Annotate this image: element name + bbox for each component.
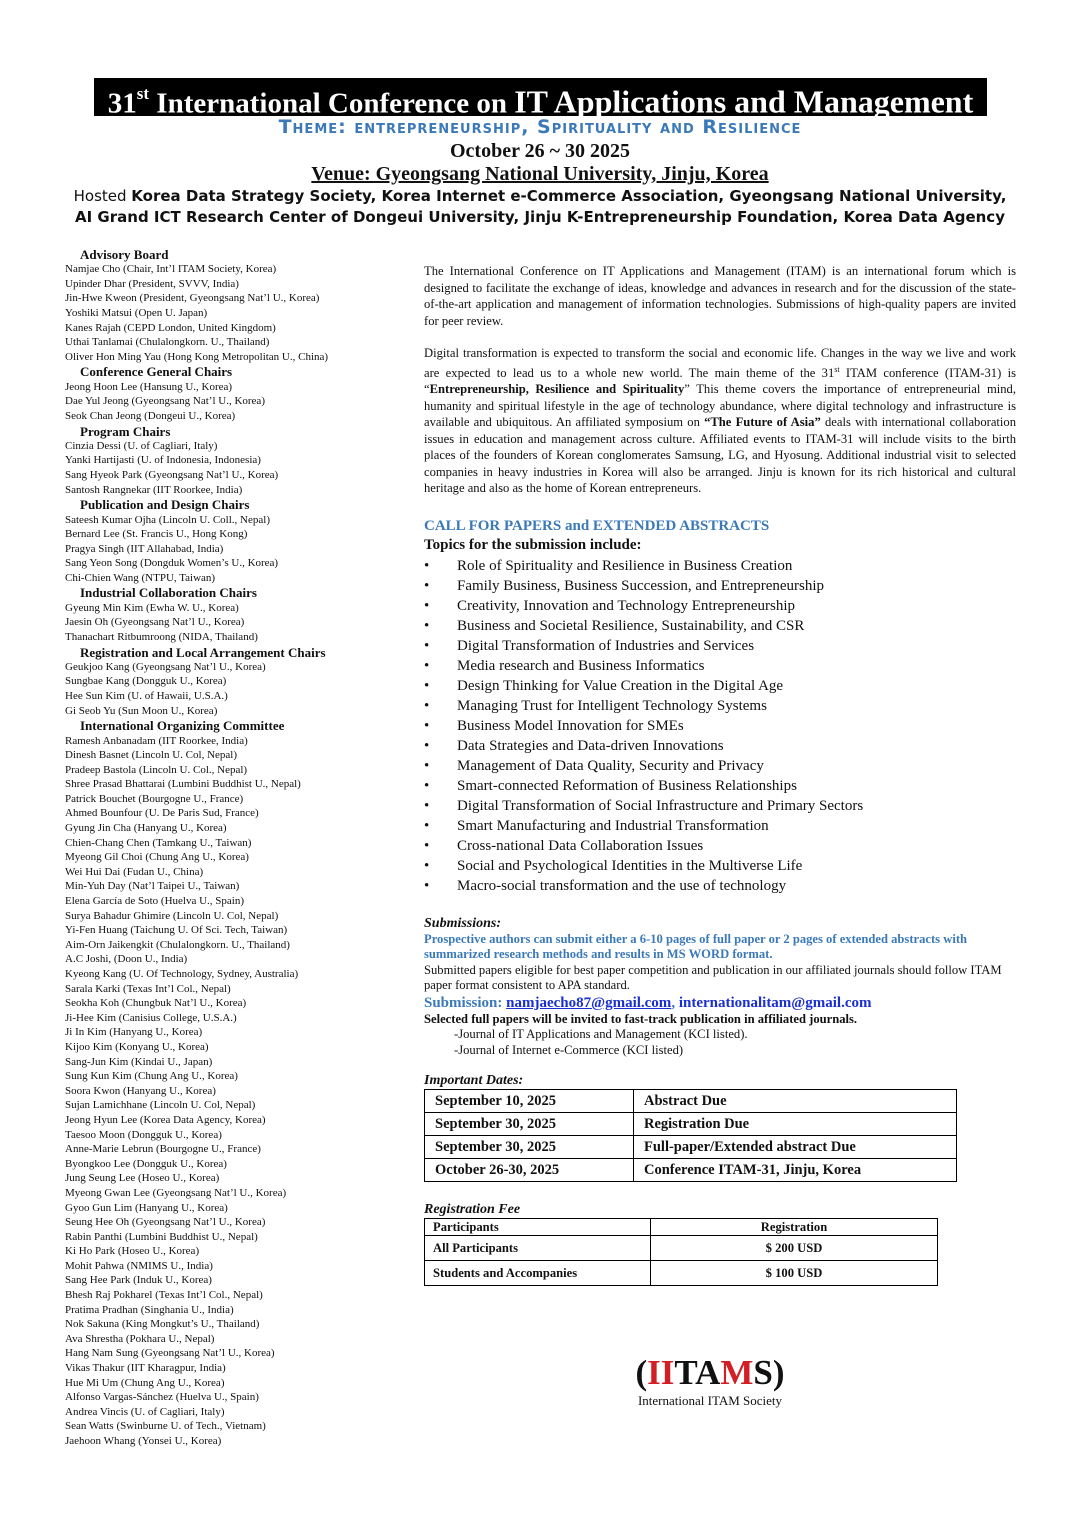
fee-header-row (425, 1219, 938, 1236)
logo-red-2: M (720, 1353, 754, 1392)
bullet-icon: • (424, 877, 430, 894)
committee-member: Kijoo Kim (Konyang U., Korea) (65, 1040, 209, 1053)
topic-text: Business and Societal Resilience, Sustainability, and CSR (457, 617, 805, 634)
committee-member: Alfonso Vargas-Sánchez (Huelva U., Spain) (65, 1391, 259, 1404)
date-row (425, 1159, 957, 1182)
committee-member: Jaehoon Whang (Yonsei U., Korea) (65, 1435, 222, 1448)
topic-item (424, 756, 1016, 776)
submission-label: Submission: (424, 994, 503, 1011)
itams-logo-caption: International ITAM Society (637, 1393, 783, 1408)
hosted-label: Hosted (73, 187, 127, 205)
committee-member: Geukjoo Kang (Gyeongsang Nat’l U., Korea) (65, 660, 266, 673)
committee-member: Dinesh Basnet (Lincoln U. Col, Nepal) (65, 749, 237, 762)
topics-heading: Topics for the submission include: (424, 536, 642, 553)
committee-member: Jin-Hwe Kweon (President, Gyeongsang Nat’l U., Korea) (65, 292, 320, 305)
topic-text: Digital Transformation of Industries and Services (457, 637, 755, 654)
submission-contacts (424, 994, 1016, 1012)
committee-member: Sarala Karki (Texas Int’l Col., Nepal) (65, 982, 231, 995)
event-cell: Registration Due (634, 1113, 957, 1136)
p2-text-c: ” This theme covers the importance of entrepreneurial mind, humanity and spiritual lifestyle in the age of technology abundance, where digital technology and infrastructure is available and ubiquitous. An affiliated symposium on (424, 382, 1017, 430)
committee-member: Ji In Kim (Hanyang U., Korea) (65, 1026, 203, 1039)
committee-member: Pradeep Bastola (Lincoln U. Col., Nepal) (65, 763, 248, 776)
date-cell: September 10, 2025 (425, 1090, 634, 1113)
committee-member: Bernard Lee (St. Francis U., Hong Kong) (65, 528, 248, 541)
committee-member: Namjae Cho (Chair, Int’l ITAM Society, Korea) (65, 263, 277, 276)
bullet-icon: • (424, 677, 430, 694)
logo-black-1: TA (674, 1353, 721, 1392)
topic-text: Business Model Innovation for SMEs (457, 717, 684, 734)
p2-sup: st (834, 364, 840, 374)
topic-text: Creativity, Innovation and Technology Entrepreneurship (457, 597, 796, 614)
committee-member: Seok Chan Jeong (Dongeui U., Korea) (65, 409, 236, 422)
important-dates-table (424, 1089, 957, 1182)
submission-format: Prospective authors can submit either a 6-10 pages of full paper or 2 pages of extended abstracts with summarized research methods and results in MS WORD format. (424, 931, 968, 962)
committee-member: Myeong Gil Choi (Chung Ang U., Korea) (65, 851, 249, 864)
date-cell: October 26-30, 2025 (425, 1159, 634, 1182)
topic-text: Cross-national Data Collaboration Issues (457, 837, 704, 854)
topic-item (424, 716, 1016, 736)
committee-member: Anne-Marie Lebrun (Bourgogne U., France) (65, 1143, 261, 1156)
committee-member: Taesoo Moon (Dongguk U., Korea) (65, 1128, 222, 1141)
committee-member: Oliver Hon Ming Yau (Hong Kong Metropolitan U., China) (65, 350, 329, 363)
topic-text: Media research and Business Informatics (457, 657, 705, 674)
committee-member: Yanki Hartijasti (U. of Indonesia, Indonesia) (65, 454, 261, 467)
bullet-icon: • (424, 797, 430, 814)
registration-fee-table (424, 1218, 938, 1286)
topic-text: Role of Spirituality and Resilience in Business Creation (457, 557, 793, 574)
registration-fee-heading: Registration Fee (424, 1202, 521, 1218)
fee-col-participants: Participants (425, 1219, 651, 1236)
fee-row (425, 1236, 938, 1261)
bullet-icon: • (424, 597, 430, 614)
bullet-icon: • (424, 857, 430, 874)
topics-list (424, 556, 1016, 896)
main-content (424, 263, 1016, 1286)
topic-text: Smart Manufacturing and Industrial Transformation (457, 817, 769, 834)
journal-1: -Journal of IT Applications and Management (KCI listed). (454, 1027, 748, 1042)
committee-member: Shree Prasad Bhattarai (Lumbini Buddhist U., Nepal) (65, 778, 301, 791)
topic-item (424, 836, 1016, 856)
topic-item (424, 876, 1016, 896)
committee-member: Gi Seob Yu (Sun Moon U., Korea) (65, 704, 218, 717)
committee-member: Sung Kun Kim (Chung Ang U., Korea) (65, 1070, 238, 1083)
fast-track-note: Selected full papers will be invited to fast-track publication in affiliated journals. (424, 1011, 858, 1026)
topic-item (424, 556, 1016, 576)
committee-member: Byongkoo Lee (Dongguk U., Korea) (65, 1157, 227, 1170)
bullet-icon: • (424, 777, 430, 794)
p2-text-b: ITAM conference (ITAM-31) is “ (424, 365, 1016, 397)
committee-member: Sang Hee Park (Induk U., Korea) (65, 1274, 212, 1287)
committee-member: Yi-Fen Huang (Taichung U. Of Sci. Tech, Taiwan) (65, 924, 288, 937)
hosts-line-1: Korea Data Strategy Society, Korea Internet e-Commerce Association, Gyeongsang National University, (131, 187, 1007, 205)
committee-member: Pragya Singh (IIT Allahabad, India) (65, 542, 224, 555)
committee-member: A.C Joshi, (Doon U., India) (65, 953, 188, 966)
committee-member: Mohit Pahwa (NMIMS U., India) (65, 1259, 213, 1272)
committee-member: Upinder Dhar (President, SVVV, India) (65, 277, 239, 290)
committee-member: Sujan Lamichhane (Lincoln U. Col, Nepal) (65, 1099, 256, 1112)
committee-member: Ramesh Anbanadam (IIT Roorkee, India) (65, 734, 248, 747)
committee-member: Gyung Jin Cha (Hanyang U., Korea) (65, 822, 227, 835)
itams-logo (620, 1353, 800, 1408)
committee-member: Sateesh Kumar Ojha (Lincoln U. Coll., Nepal) (65, 513, 270, 526)
p2-text-a: Digital transformation is expected to transform the social and economic life. Changes in the way we live and work are expected to lead us to a whole new world. The main theme of the 31 (424, 346, 1016, 380)
committee-member: Rabin Panthi (Lumbini Buddhist U., Nepal) (65, 1230, 258, 1243)
cfp-heading: CALL FOR PAPERS and EXTENDED ABSTRACTS (424, 517, 770, 534)
important-dates-heading: Important Dates: (424, 1073, 524, 1089)
topic-text: Macro-social transformation and the use of technology (457, 877, 787, 894)
conference-dates: October 26 ~ 30 2025 (449, 140, 630, 162)
topic-item (424, 616, 1016, 636)
committee-member: Kanes Rajah (CEPD London, United Kingdom) (65, 321, 276, 334)
p2-symposium: “The Future of Asia” (704, 415, 821, 430)
bullet-icon: • (424, 717, 430, 734)
committee-member: Yoshiki Matsui (Open U. Japan) (65, 307, 208, 320)
committee-list (65, 247, 385, 1449)
topic-text: Management of Data Quality, Security and Privacy (457, 757, 764, 774)
bullet-icon: • (424, 557, 430, 574)
committee-member: Myeong Gwan Lee (Gyeongsang Nat’l U., Korea) (65, 1186, 287, 1199)
committee-member: Santosh Rangnekar (IIT Roorkee, India) (65, 483, 243, 496)
date-row (425, 1136, 957, 1159)
committee-heading: Advisory Board (80, 247, 169, 262)
bullet-icon: • (424, 757, 430, 774)
topic-text: Smart-connected Reformation of Business Relationships (457, 777, 797, 794)
topic-item (424, 736, 1016, 756)
bullet-icon: • (424, 697, 430, 714)
committee-heading: Publication and Design Chairs (80, 497, 250, 513)
conference-theme: Theme: entrepreneurship, Spirituality and Resilience (278, 116, 802, 138)
committee-member: Bhesh Raj Pokharel (Texas Int’l Col., Nepal) (65, 1289, 263, 1302)
title-part2: IT Applications and Management (514, 83, 974, 120)
date-row (425, 1090, 957, 1113)
committee-member: Jung Seung Lee (Hoseo U., Korea) (65, 1172, 220, 1185)
topic-item (424, 636, 1016, 656)
conference-title (94, 78, 987, 120)
committee-member: Elena García de Soto (Huelva U., Spain) (65, 895, 244, 908)
title-part1: International Conference on (156, 87, 507, 120)
title-ordinal-suffix: st (136, 84, 150, 103)
committee-member: Jeong Hyun Lee (Korea Data Agency, Korea) (65, 1113, 266, 1126)
committee-member: Gyeung Min Kim (Ewha W. U., Korea) (65, 601, 239, 614)
event-cell: Conference ITAM-31, Jinju, Korea (634, 1159, 957, 1182)
bullet-icon: • (424, 617, 430, 634)
fee-participant: Students and Accompanies (425, 1261, 651, 1286)
date-cell: September 30, 2025 (425, 1136, 634, 1159)
topic-text: Data Strategies and Data-driven Innovations (457, 737, 724, 754)
committee-member: Sang Hyeok Park (Gyeongsang Nat’l U., Korea) (65, 469, 279, 482)
committee-member: Sean Watts (Swinburne U. of Tech., Vietnam) (65, 1420, 266, 1433)
committee-member: Vikas Thakur (IIT Kharagpur, India) (65, 1362, 226, 1375)
committee-member: Chi-Chien Wang (NTPU, Taiwan) (65, 571, 216, 584)
logo-close-paren: ) (772, 1353, 785, 1392)
fee-participant: All Participants (425, 1236, 651, 1261)
intro-paragraph-2 (424, 345, 1016, 497)
bullet-icon: • (424, 737, 430, 754)
committee-member: Soora Kwon (Hanyang U., Korea) (65, 1084, 216, 1097)
committee-member: Hee Sun Kim (U. of Hawaii, U.S.A.) (65, 690, 228, 703)
fee-row (425, 1261, 938, 1286)
committee-member: Ahmed Bounfour (U. De Paris Sud, France) (65, 807, 259, 820)
committee-member: Ji-Hee Kim (Canisius College, U.S.A.) (65, 1011, 237, 1024)
committee-member: Sang-Jun Kim (Kindai U., Japan) (65, 1055, 213, 1068)
committee-member: Andrea Vincis (U. of Cagliari, Italy) (65, 1405, 225, 1418)
committee-member: Sang Yeon Song (Dongduk Women’s U., Korea) (65, 557, 279, 570)
topic-item (424, 576, 1016, 596)
committee-heading: Industrial Collaboration Chairs (80, 585, 257, 601)
email-link-1[interactable]: namjaecho87@gmail.com (506, 994, 672, 1011)
p2-text-d: deals with international collaboration issues in education and management across culture. Affiliated events to ITAM-31 will include visits to the birth places of the founders of Korean conglomerates Samsung, LG, and Hyosung. Additional industrial visit to selected companies in heavy industries in Korea will also be arranged. Jinju is known for its rich historical and cultural heritage and also as the home of Korean entrepreneurs. (424, 415, 1017, 496)
committee-member: Hue Mi Um (Chung Ang U., Korea) (65, 1376, 225, 1389)
topic-item (424, 776, 1016, 796)
fee-amount: $ 100 USD (651, 1261, 938, 1286)
committee-member: Pratima Pradhan (Singhania U., India) (65, 1303, 234, 1316)
topic-item (424, 696, 1016, 716)
bullet-icon: • (424, 577, 430, 594)
fee-col-registration: Registration (651, 1219, 938, 1236)
committee-member: Surya Bahadur Ghimire (Lincoln U. Col, Nepal) (65, 909, 279, 922)
logo-black-2: S (753, 1353, 773, 1392)
hosted-by (40, 186, 1040, 228)
topic-text: Family Business, Business Succession, and Entrepreneurship (457, 577, 825, 594)
fee-amount: $ 200 USD (651, 1236, 938, 1261)
submissions-heading: Submissions: (424, 915, 502, 931)
date-row (425, 1113, 957, 1136)
p2-theme: Entrepreneurship, Resilience and Spirituality (429, 382, 685, 397)
committee-member: Patrick Bouchet (Bourgogne U., France) (65, 792, 244, 805)
committee-member: Ki Ho Park (Hoseo U., Korea) (65, 1245, 200, 1258)
bullet-icon: • (424, 637, 430, 654)
committee-member: Jaesin Oh (Gyeongsang Nat’l U., Korea) (65, 616, 245, 629)
committee-heading: Conference General Chairs (80, 364, 233, 380)
itams-logo-mark (620, 1353, 800, 1393)
topic-item (424, 856, 1016, 876)
topic-item (424, 676, 1016, 696)
bullet-icon: • (424, 837, 430, 854)
committee-heading: International Organizing Committee (80, 718, 285, 734)
committee-member: Ava Shrestha (Pokhara U., Nepal) (65, 1332, 215, 1345)
email-separator: , (671, 994, 676, 1011)
committee-member: Aim-Orn Jaikengkit (Chulalongkorn. U., Thailand) (65, 938, 290, 951)
intro-paragraph-1: The International Conference on IT Applications and Management (ITAM) is an international forum which is designed to facilitate the exchange of ideas, knowledge and advances in research and for the discussion of the state-of-the-art application and management of information technologies. Submissions of high-quality papers are invited for peer review. (424, 264, 1016, 328)
committee-member: Jeong Hoon Lee (Hansung U., Korea) (65, 380, 233, 393)
bullet-icon: • (424, 657, 430, 674)
committee-member: Wei Hui Dai (Fudan U., China) (65, 865, 204, 878)
email-2: internationalitam@gmail.com (678, 994, 872, 1011)
committee-member: Sungbae Kang (Dongguk U., Korea) (65, 675, 227, 688)
committee-heading: Program Chairs (80, 423, 171, 439)
submission-eligibility: Submitted papers eligible for best paper competition and publication in our affiliated journals should follow ITAM paper format consistent to APA standard. (424, 962, 1002, 993)
committee-member: Seung Hee Oh (Gyeongsang Nat’l U., Korea) (65, 1216, 266, 1229)
conference-venue: Venue: Gyeongsang National University, Jinju, Korea (311, 163, 769, 185)
event-cell: Abstract Due (634, 1090, 957, 1113)
topic-text: Digital Transformation of Social Infrastructure and Primary Sectors (457, 797, 864, 814)
committee-member: Kyeong Kang (U. Of Technology, Sydney, Australia) (65, 968, 299, 981)
date-cell: September 30, 2025 (425, 1113, 634, 1136)
topic-item (424, 596, 1016, 616)
committee-member: Seokha Koh (Chungbuk Nat’l U., Korea) (65, 997, 247, 1010)
committee-member: Uthai Tanlamai (Chulalongkorn. U., Thailand) (65, 336, 270, 349)
committee-member: Dae Yul Jeong (Gyeongsang Nat’l U., Korea) (65, 395, 265, 408)
bullet-icon: • (424, 817, 430, 834)
logo-open-paren: ( (635, 1353, 648, 1392)
journal-2: -Journal of Internet e-Commerce (KCI listed) (454, 1042, 684, 1057)
hosts-line-2: AI Grand ICT Research Center of Dongeui University, Jinju K-Entrepreneurship Foundation, Korea Data Agency (75, 208, 1005, 226)
committee-heading: Registration and Local Arrangement Chairs (80, 644, 326, 660)
topic-item (424, 656, 1016, 676)
committee-member: Hang Nam Sung (Gyeongsang Nat’l U., Korea) (65, 1347, 275, 1360)
committee-member: Chien-Chang Chen (Tamkang U., Taiwan) (65, 836, 252, 849)
title-ordinal: 31 (107, 87, 137, 120)
topic-text: Managing Trust for Intelligent Technology Systems (457, 697, 767, 714)
logo-red-1: II (647, 1353, 675, 1392)
topic-item (424, 796, 1016, 816)
committee-member: Cinzia Dessi (U. of Cagliari, Italy) (65, 439, 218, 452)
committee-member: Nok Sakuna (King Mongkut’s U., Thailand) (65, 1318, 260, 1331)
event-cell: Full-paper/Extended abstract Due (634, 1136, 957, 1159)
committee-member: Min-Yuh Day (Nat’l Taipei U., Taiwan) (65, 880, 240, 893)
topic-text: Design Thinking for Value Creation in the Digital Age (457, 677, 784, 694)
committee-member: Gyoo Gun Lim (Hanyang U., Korea) (65, 1201, 228, 1214)
topic-item (424, 816, 1016, 836)
topic-text: Social and Psychological Identities in the Multiverse Life (457, 857, 803, 874)
committee-member: Thanachart Ritbumroong (NIDA, Thailand) (65, 630, 258, 643)
